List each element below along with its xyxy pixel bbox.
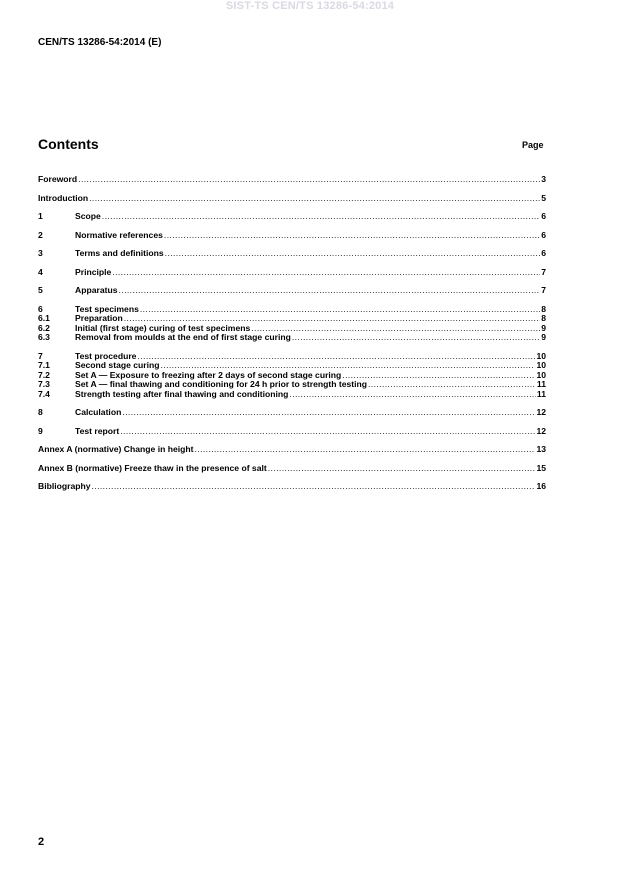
toc-entry-number: 2 [38,229,43,240]
toc-entry-title: Removal from moulds at the end of first stage curing [75,332,291,342]
toc-entry-number: 3 [38,248,43,258]
toc-entry-title: Principle [75,266,112,277]
toc-entry-title: Set A — Exposure to freezing after 2 days of second stage curing [75,369,342,380]
toc-entry-page: 6 [541,229,546,240]
page-number: 2 [38,836,45,848]
toc-entry-title: Normative references [75,229,163,240]
toc-entry[interactable] [38,427,546,437]
dot-leader [289,390,536,400]
watermark: SIST-TS CEN/TS 13286-54:2014 [225,0,395,12]
table-of-contents [38,175,546,492]
toc-entry-title: Apparatus [75,285,118,295]
toc-entry[interactable] [38,333,546,343]
toc-entry-number: 7.1 [38,360,50,370]
toc-entry-number: 6.1 [38,313,50,323]
toc-entry-number: 6.2 [38,322,50,333]
dot-leader [195,445,536,455]
toc-entry-page: 8 [541,303,546,314]
toc-entry-page: 10 [536,350,546,361]
dot-leader [122,408,535,418]
dot-leader [112,268,540,278]
dot-leader [120,427,535,437]
toc-entry-title: Calculation [75,407,122,417]
toc-entry-title: Set A — final thawing and conditioning for 24 h prior to strength testing [75,379,368,389]
toc-entry[interactable] [38,464,546,474]
toc-entry-page: 6 [541,248,546,258]
toc-entry[interactable] [38,231,546,241]
dot-leader [89,194,540,204]
dot-leader [368,380,536,390]
toc-entry-title: Initial (first stage) curing of test specimens [75,322,251,333]
toc-entry-title: Annex A (normative) Change in height [38,444,194,454]
toc-entry-page: 9 [541,322,546,333]
toc-entry-number: 7 [38,350,43,361]
document-id: CEN/TS 13286-54:2014 (E) [38,37,162,48]
toc-entry[interactable] [38,268,546,278]
toc-entry-page: 10 [536,360,546,370]
toc-entry-number: 9 [38,425,43,436]
toc-entry[interactable] [38,249,546,259]
toc-entry-page: 15 [536,462,546,473]
toc-entry-number: 7.2 [38,369,50,380]
toc-entry-page: 11 [536,379,546,389]
dot-leader [164,231,540,241]
toc-entry-title: Scope [75,211,101,221]
toc-entry-page: 13 [536,444,546,454]
toc-entry-title: Preparation [75,313,123,323]
dot-leader [78,175,540,185]
toc-entry-title: Test report [75,425,120,436]
toc-entry-number: 1 [38,211,43,221]
dot-leader [165,249,541,259]
toc-entry-title: Strength testing after final thawing and conditioning [75,388,289,399]
toc-entry-page: 5 [541,192,546,203]
toc-entry-title: Introduction [38,192,89,203]
toc-entry-page: 12 [536,407,546,417]
toc-entry-title: Second stage curing [75,360,160,370]
toc-entry[interactable] [38,408,546,418]
toc-entry-page: 11 [536,388,546,399]
toc-entry-page: 10 [536,369,546,380]
dot-leader [268,464,536,474]
toc-entry-title: Terms and definitions [75,248,164,258]
contents-heading: Contents [38,136,99,152]
toc-entry-page: 9 [541,332,546,342]
dot-leader [102,212,540,222]
toc-entry[interactable] [38,445,546,455]
toc-entry-page: 7 [541,285,546,295]
dot-leader [251,324,540,334]
toc-entry[interactable] [38,390,546,400]
toc-entry-number: 5 [38,285,43,295]
toc-entry-title: Annex B (normative) Freeze thaw in the presence of salt [38,462,267,473]
page-column-label: Page [522,140,544,150]
toc-entry-title: Bibliography [38,481,91,491]
toc-entry-number: 4 [38,266,43,277]
toc-entry[interactable] [38,175,546,185]
toc-entry-title: Test procedure [75,350,137,361]
toc-entry-page: 8 [541,313,546,323]
toc-entry-number: 8 [38,407,43,417]
toc-entry-number: 7.4 [38,388,50,399]
dot-leader [137,352,535,362]
toc-entry-page: 12 [536,425,546,436]
dot-leader [140,305,540,315]
toc-entry-number: 7.3 [38,379,50,389]
toc-entry-page: 3 [541,174,546,184]
toc-entry-page: 7 [541,266,546,277]
toc-entry-number: 6.3 [38,332,50,342]
dot-leader [342,371,535,381]
toc-entry-title: Test specimens [75,303,139,314]
toc-entry-page: 6 [541,211,546,221]
toc-entry[interactable] [38,194,546,204]
toc-entry-title: Foreword [38,174,78,184]
toc-entry[interactable] [38,286,546,296]
toc-entry-page: 16 [536,481,546,491]
dot-leader [119,286,541,296]
toc-entry-number: 6 [38,303,43,314]
dot-leader [92,482,536,492]
toc-entry[interactable] [38,482,546,492]
dot-leader [292,333,540,343]
toc-entry[interactable] [38,212,546,222]
